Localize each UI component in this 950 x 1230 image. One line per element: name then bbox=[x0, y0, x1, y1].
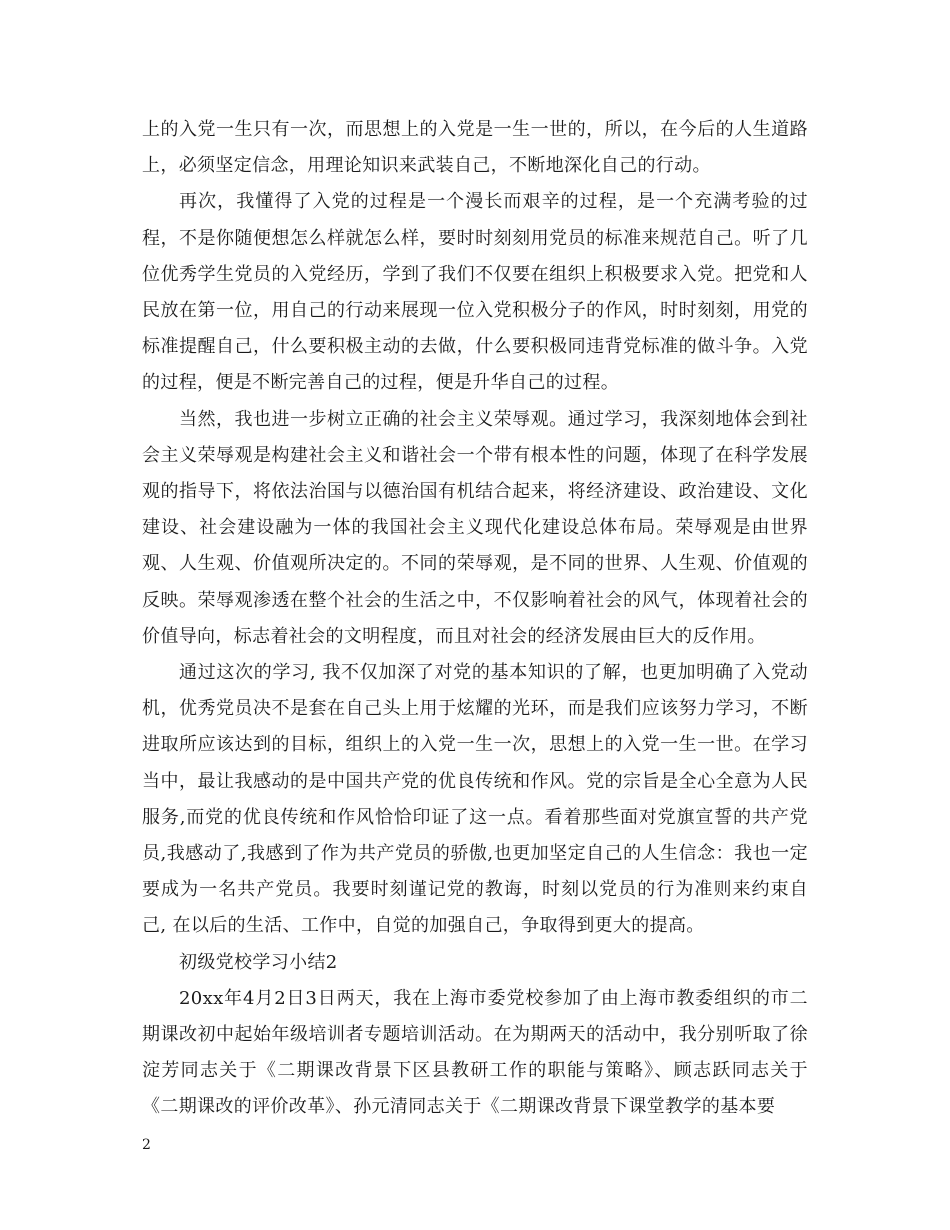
page-number: 2 bbox=[142, 1137, 151, 1153]
paragraph-continuation: 上的入党一生只有一次，而思想上的入党是一生一世的，所以，在今后的人生道路上，必须坚定信念，用理论知识来武装自己，不断地深化自己的行动。 bbox=[142, 119, 808, 177]
paragraph-study-summary: 通过这次的学习, 我不仅加深了对党的基本知识的了解，也更加明确了入党动机，优秀党员决不是套在自己头上用于炫耀的光环，而是我们应该努力学习，不断进取所应该达到的目标，组织上的入党一生一次，思想上的入党一生一世。在学习当中，最让我感动的是中国共产党的优良传统和作风。党的宗旨是全心全意为人民服务,而党的优良传统和作风恰恰印证了这一点。看着那些面对党旗宣誓的共产党员,我感动了,我感到了作为共产党员的骄傲,也更加坚定自己的人生信念：我也一定要成为一名共产党员。我要时刻谨记党的教诲，时刻以党员的行为准则来约束自己, 在以后的生活、工作中，自觉的加强自己，争取得到更大的提高。 bbox=[142, 662, 808, 937]
section-heading: 初级党校学习小结2 bbox=[179, 951, 338, 973]
paragraph-joining-process: 再次，我懂得了入党的过程是一个漫长而艰辛的过程，是一个充满考验的过程，不是你随便想怎么样就怎么样，要时时刻刻用党员的标准来规范自己。听了几位优秀学生党员的入党经历，学到了我们不仅要在组织上积极要求入党。把党和人民放在第一位，用自己的行动来展现一位入党积极分子的作风，时时刻刻，用党的标准提醒自己，什么要积极主动的去做，什么要积极同违背党标准的做斗争。入党的过程，便是不断完善自己的过程，便是升华自己的过程。 bbox=[142, 191, 808, 394]
paragraph-honor-view: 当然，我也进一步树立正确的社会主义荣辱观。通过学习，我深刻地体会到社会主义荣辱观是构建社会主义和谐社会一个带有根本性的问题，体现了在科学发展观的指导下，将依法治国与以德治国有机结合起来，将经济建设、政治建设、文化建设、社会建设融为一体的我国社会主义现代化建设总体布局。荣辱观是由世界观、人生观、价值观所决定的。不同的荣辱观，是不同的世界、人生观、价值观的反映。荣辱观渗透在整个社会的生活之中，不仅影响着社会的风气，体现着社会的价值导向，标志着社会的文明程度，而且对社会的经济发展由巨大的反作用。 bbox=[142, 408, 808, 647]
paragraph-training-activity: 20xx年4月2日3日两天，我在上海市委党校参加了由上海市教委组织的市二期课改初中起始年级培训者专题培训活动。在为期两天的活动中，我分别听取了徐淀芳同志关于《二期课改背景下区县教研工作的职能与策略》、顾志跃同志关于《二期课改的评价改革》、孙元清同志关于《二期课改背景下课堂教学的基本要 bbox=[142, 987, 808, 1118]
document-body bbox=[142, 112, 808, 1126]
